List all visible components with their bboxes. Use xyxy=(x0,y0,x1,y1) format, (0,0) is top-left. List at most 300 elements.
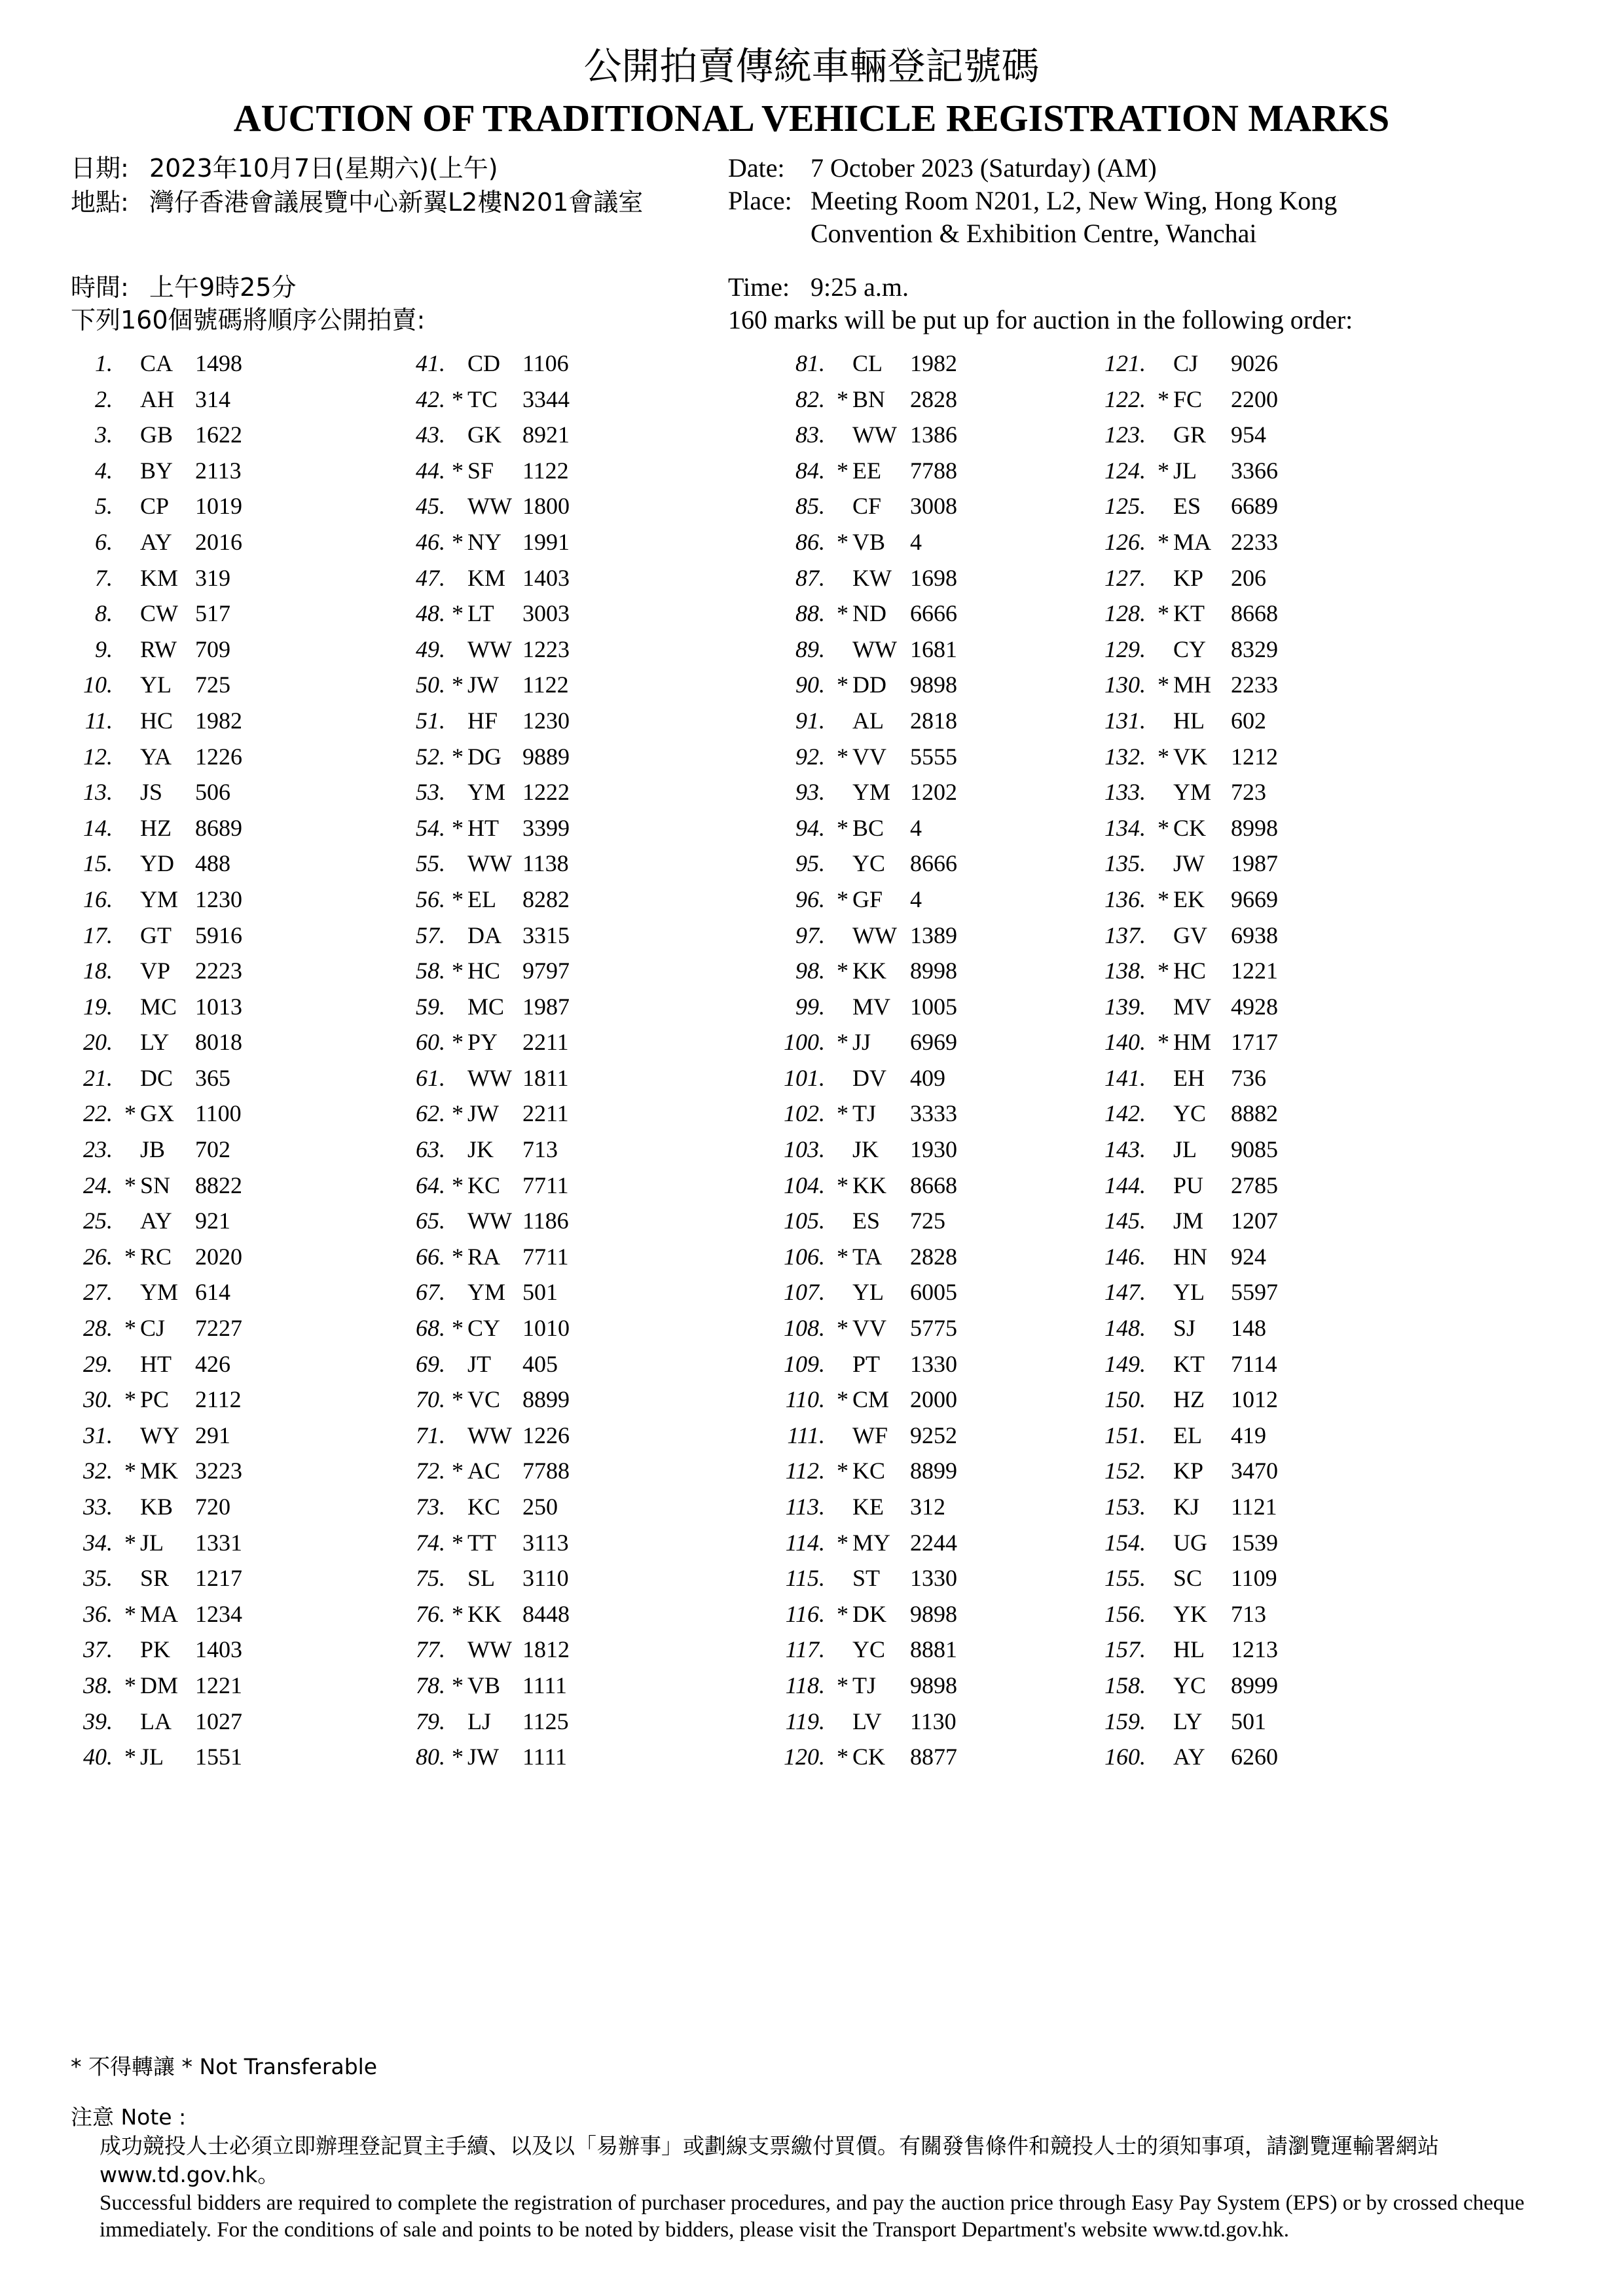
mark-digits: 2000 xyxy=(910,1386,957,1413)
mark-row xyxy=(1015,989,1473,1025)
mark-row xyxy=(1015,1382,1473,1418)
mark-digits: 2020 xyxy=(195,1243,242,1270)
mark-letters: DC xyxy=(140,1064,173,1091)
mark-row xyxy=(1015,453,1473,489)
mark-number: 15. xyxy=(83,850,113,877)
mark-letters: YC xyxy=(852,1636,886,1663)
not-transferable-star: * xyxy=(837,600,848,627)
mark-digits: 1982 xyxy=(195,707,242,734)
mark-digits: 8329 xyxy=(1231,636,1278,662)
mark-digits: 1800 xyxy=(522,493,570,520)
mark-letters: DD xyxy=(852,672,886,698)
mark-digits: 1230 xyxy=(195,886,242,912)
mark-letters: JT xyxy=(467,1350,491,1377)
mark-letters: GR xyxy=(1173,422,1207,448)
mark-letters: JL xyxy=(140,1529,164,1556)
not-transferable-star: * xyxy=(1158,457,1169,484)
mark-number: 38. xyxy=(83,1672,113,1698)
mark-digits: 1005 xyxy=(910,993,957,1020)
mark-digits: 8689 xyxy=(195,814,242,841)
mark-row xyxy=(1015,882,1473,918)
mark-digits: 6969 xyxy=(910,1029,957,1056)
mark-letters: HZ xyxy=(140,814,172,841)
mark-row xyxy=(1015,1525,1473,1561)
mark-digits: 3366 xyxy=(1231,457,1278,484)
mark-number: 127. xyxy=(1104,564,1146,591)
mark-letters: WW xyxy=(467,493,512,520)
mark-number: 80. xyxy=(416,1744,445,1770)
mark-digits: 1010 xyxy=(522,1315,570,1342)
mark-number: 78. xyxy=(416,1672,445,1698)
mark-number: 2. xyxy=(95,386,113,412)
mark-digits: 148 xyxy=(1231,1315,1266,1342)
mark-digits: 1698 xyxy=(910,564,957,591)
title-chinese: 公開拍賣傳統車輛登記號碼 xyxy=(583,44,1040,88)
mark-letters: CY xyxy=(467,1315,501,1342)
mark-digits: 1930 xyxy=(910,1136,957,1163)
not-transferable-star: * xyxy=(452,672,464,698)
mark-letters: YL xyxy=(140,672,172,698)
mark-letters: AC xyxy=(467,1458,501,1484)
mark-number: 48. xyxy=(416,600,445,627)
mark-digits: 1121 xyxy=(1231,1494,1277,1520)
mark-row xyxy=(1015,1489,1473,1525)
mark-letters: MA xyxy=(1173,528,1212,555)
mark-number: 123. xyxy=(1104,422,1146,448)
mark-number: 128. xyxy=(1104,600,1146,627)
not-transferable-star: * xyxy=(452,1100,464,1127)
mark-digits: 8666 xyxy=(910,850,957,877)
mark-row xyxy=(1015,774,1473,810)
mark-number: 52. xyxy=(416,743,445,770)
mark-digits: 1013 xyxy=(195,993,242,1020)
mark-number: 125. xyxy=(1104,493,1146,520)
mark-digits: 365 xyxy=(195,1064,230,1091)
mark-number: 94. xyxy=(795,814,825,841)
mark-row xyxy=(1015,1346,1473,1382)
mark-row xyxy=(1015,1096,1473,1132)
mark-digits: 1226 xyxy=(195,743,242,770)
mark-digits: 1027 xyxy=(195,1708,242,1734)
mark-digits: 725 xyxy=(195,672,230,698)
mark-letters: VK xyxy=(1173,743,1207,770)
mark-digits: 8998 xyxy=(1231,814,1278,841)
mark-digits: 4 xyxy=(910,814,922,841)
mark-digits: 736 xyxy=(1231,1064,1266,1091)
mark-digits: 1212 xyxy=(1231,743,1278,770)
mark-digits: 1403 xyxy=(522,564,570,591)
mark-letters: VV xyxy=(852,1315,886,1342)
mark-letters: CJ xyxy=(1173,350,1199,376)
mark-number: 24. xyxy=(83,1172,113,1198)
mark-letters: CF xyxy=(852,493,882,520)
mark-number: 106. xyxy=(784,1243,825,1270)
mark-letters: HL xyxy=(1173,1636,1205,1663)
mark-number: 7. xyxy=(95,564,113,591)
mark-number: 71. xyxy=(416,1422,445,1448)
mark-digits: 2785 xyxy=(1231,1172,1278,1198)
marks-column-4 xyxy=(1015,346,1473,1775)
mark-digits: 517 xyxy=(195,600,230,627)
note-zh-line2: www.td.gov.hk。 xyxy=(100,2162,280,2187)
mark-number: 88. xyxy=(795,600,825,627)
mark-number: 146. xyxy=(1104,1243,1146,1270)
not-transferable-star: * xyxy=(452,1315,464,1342)
mark-digits: 6260 xyxy=(1231,1744,1278,1770)
mark-number: 77. xyxy=(416,1636,445,1663)
mark-row xyxy=(1015,632,1473,668)
mark-letters: ST xyxy=(852,1565,881,1592)
mark-digits: 1681 xyxy=(910,636,957,662)
mark-number: 23. xyxy=(83,1136,113,1163)
mark-digits: 720 xyxy=(195,1494,230,1520)
mark-letters: DG xyxy=(467,743,501,770)
mark-digits: 8899 xyxy=(522,1386,570,1413)
mark-number: 70. xyxy=(416,1386,445,1413)
mark-letters: NY xyxy=(467,528,501,555)
mark-number: 107. xyxy=(784,1279,825,1306)
mark-number: 158. xyxy=(1104,1672,1146,1698)
mark-number: 154. xyxy=(1104,1529,1146,1556)
mark-number: 130. xyxy=(1104,672,1146,698)
mark-digits: 1386 xyxy=(910,422,957,448)
mark-letters: DK xyxy=(852,1600,886,1627)
mark-letters: LJ xyxy=(467,1708,491,1734)
mark-letters: WY xyxy=(140,1422,179,1448)
mark-row xyxy=(1015,1668,1473,1704)
mark-number: 73. xyxy=(416,1494,445,1520)
mark-letters: YM xyxy=(140,886,179,912)
mark-number: 46. xyxy=(416,528,445,555)
mark-letters: LA xyxy=(140,1708,172,1734)
mark-number: 98. xyxy=(795,958,825,984)
mark-digits: 8921 xyxy=(522,422,570,448)
mark-number: 119. xyxy=(785,1708,825,1734)
mark-digits: 2233 xyxy=(1231,672,1278,698)
mark-number: 100. xyxy=(784,1029,825,1056)
mark-digits: 1221 xyxy=(195,1672,242,1698)
mark-digits: 6938 xyxy=(1231,922,1278,948)
mark-digits: 2818 xyxy=(910,707,957,734)
mark-number: 121. xyxy=(1104,350,1146,376)
mark-digits: 1234 xyxy=(195,1600,242,1627)
not-transferable-star: * xyxy=(837,1600,848,1627)
mark-number: 25. xyxy=(83,1208,113,1234)
mark-number: 137. xyxy=(1104,922,1146,948)
mark-number: 63. xyxy=(416,1136,445,1163)
mark-number: 103. xyxy=(784,1136,825,1163)
mark-letters: SR xyxy=(140,1565,170,1592)
mark-number: 139. xyxy=(1104,993,1146,1020)
mark-number: 140. xyxy=(1104,1029,1146,1056)
not-transferable-star: * xyxy=(452,457,464,484)
mark-letters: UG xyxy=(1173,1529,1207,1556)
mark-number: 26. xyxy=(83,1243,113,1270)
mark-number: 64. xyxy=(416,1172,445,1198)
not-transferable-star: * xyxy=(124,1529,136,1556)
mark-digits: 2211 xyxy=(522,1100,569,1127)
mark-letters: WW xyxy=(852,636,897,662)
mark-letters: WW xyxy=(467,1636,512,1663)
mark-number: 3. xyxy=(95,422,113,448)
order-text-en: 160 marks will be put up for auction in the following order: xyxy=(728,305,1353,334)
mark-letters: KC xyxy=(467,1172,501,1198)
mark-letters: KK xyxy=(852,1172,886,1198)
mark-letters: VP xyxy=(140,958,171,984)
mark-number: 90. xyxy=(795,672,825,698)
not-transferable-star: * xyxy=(837,457,848,484)
not-transferable-star: * xyxy=(1158,743,1169,770)
mark-letters: WF xyxy=(852,1422,888,1448)
mark-number: 1. xyxy=(95,350,113,376)
mark-letters: JJ xyxy=(852,1029,871,1056)
mark-number: 96. xyxy=(795,886,825,912)
mark-letters: PY xyxy=(467,1029,498,1056)
mark-letters: PK xyxy=(140,1636,171,1663)
mark-digits: 7711 xyxy=(522,1172,569,1198)
mark-number: 155. xyxy=(1104,1565,1146,1592)
not-transferable-star: * xyxy=(124,1100,136,1127)
mark-row xyxy=(1015,1310,1473,1346)
mark-digits: 1331 xyxy=(195,1529,242,1556)
mark-letters: GV xyxy=(1173,922,1207,948)
mark-row xyxy=(1015,1239,1473,1275)
not-transferable-star: * xyxy=(1158,672,1169,698)
mark-letters: DM xyxy=(140,1672,179,1698)
mark-digits: 501 xyxy=(1231,1708,1266,1734)
date-value-zh: 2023年10月7日(星期六)(上午) xyxy=(149,154,498,183)
mark-digits: 250 xyxy=(522,1494,558,1520)
mark-digits: 713 xyxy=(1231,1600,1266,1627)
not-transferable-star: * xyxy=(837,672,848,698)
mark-digits: 9889 xyxy=(522,743,570,770)
mark-letters: CK xyxy=(1173,814,1207,841)
not-transferable-star: * xyxy=(837,528,848,555)
mark-number: 152. xyxy=(1104,1458,1146,1484)
mark-letters: MC xyxy=(140,993,177,1020)
place-value-en-line2: Convention & Exhibition Centre, Wanchai xyxy=(811,219,1257,248)
not-transferable-star: * xyxy=(1158,600,1169,627)
mark-letters: ES xyxy=(1173,493,1201,520)
mark-digits: 1226 xyxy=(522,1422,570,1448)
not-transferable-star: * xyxy=(452,886,464,912)
not-transferable-star: * xyxy=(837,958,848,984)
not-transferable-star: * xyxy=(124,1600,136,1627)
mark-row xyxy=(1015,1596,1473,1632)
not-transferable-star: * xyxy=(452,528,464,555)
mark-number: 141. xyxy=(1104,1064,1146,1091)
not-transferable-star: * xyxy=(124,1458,136,1484)
mark-digits: 702 xyxy=(195,1136,230,1163)
mark-number: 5. xyxy=(95,493,113,520)
mark-letters: JM xyxy=(1173,1208,1204,1234)
mark-number: 108. xyxy=(784,1315,825,1342)
mark-letters: VV xyxy=(852,743,886,770)
mark-row xyxy=(1015,1274,1473,1310)
mark-row xyxy=(1015,1024,1473,1060)
mark-row xyxy=(1015,1203,1473,1239)
mark-letters: EH xyxy=(1173,1064,1205,1091)
mark-number: 56. xyxy=(416,886,445,912)
mark-letters: AH xyxy=(140,386,174,412)
not-transferable-star: * xyxy=(1158,814,1169,841)
mark-digits: 924 xyxy=(1231,1243,1266,1270)
mark-letters: BY xyxy=(140,457,173,484)
mark-row xyxy=(1015,1632,1473,1668)
mark-digits: 1330 xyxy=(910,1350,957,1377)
mark-letters: YK xyxy=(1173,1600,1207,1627)
mark-letters: CL xyxy=(852,350,883,376)
mark-row xyxy=(1015,1560,1473,1596)
mark-digits: 1130 xyxy=(910,1708,957,1734)
mark-digits: 1717 xyxy=(1231,1029,1278,1056)
mark-number: 79. xyxy=(416,1708,445,1734)
mark-number: 150. xyxy=(1104,1386,1146,1413)
mark-digits: 713 xyxy=(522,1136,558,1163)
mark-number: 124. xyxy=(1104,457,1146,484)
not-transferable-star: * xyxy=(124,1172,136,1198)
mark-number: 12. xyxy=(83,743,113,770)
mark-letters: YM xyxy=(467,779,506,806)
mark-number: 145. xyxy=(1104,1208,1146,1234)
mark-digits: 954 xyxy=(1231,422,1266,448)
mark-letters: YM xyxy=(1173,779,1212,806)
not-transferable-star: * xyxy=(837,743,848,770)
not-transferable-star: * xyxy=(452,1458,464,1484)
not-transferable-star: * xyxy=(837,1100,848,1127)
mark-letters: JS xyxy=(140,779,163,806)
mark-digits: 1202 xyxy=(910,779,957,806)
mark-digits: 1100 xyxy=(195,1100,242,1127)
mark-letters: DA xyxy=(467,922,501,948)
date-label-en: Date: xyxy=(728,153,785,183)
mark-number: 8. xyxy=(95,600,113,627)
mark-number: 53. xyxy=(416,779,445,806)
mark-letters: KC xyxy=(467,1494,501,1520)
not-transferable-star: * xyxy=(124,1315,136,1342)
mark-number: 149. xyxy=(1104,1350,1146,1377)
mark-letters: TJ xyxy=(852,1100,876,1127)
mark-digits: 2211 xyxy=(522,1029,569,1056)
place-label-zh: 地點: xyxy=(71,188,129,217)
mark-number: 159. xyxy=(1104,1708,1146,1734)
mark-letters: YA xyxy=(140,743,172,770)
mark-letters: HM xyxy=(1173,1029,1212,1056)
not-transferable-star: * xyxy=(837,814,848,841)
mark-number: 69. xyxy=(416,1350,445,1377)
mark-letters: SF xyxy=(467,457,494,484)
mark-number: 147. xyxy=(1104,1279,1146,1306)
mark-letters: RW xyxy=(140,636,177,662)
mark-digits: 1111 xyxy=(522,1672,567,1698)
mark-number: 83. xyxy=(795,422,825,448)
mark-digits: 723 xyxy=(1231,779,1266,806)
mark-digits: 4928 xyxy=(1231,993,1278,1020)
mark-row xyxy=(1015,524,1473,560)
mark-digits: 7711 xyxy=(522,1243,569,1270)
mark-digits: 9669 xyxy=(1231,886,1278,912)
mark-digits: 1109 xyxy=(1231,1565,1277,1592)
mark-number: 151. xyxy=(1104,1422,1146,1448)
not-transferable-star: * xyxy=(452,958,464,984)
mark-row xyxy=(1015,560,1473,596)
mark-row xyxy=(1015,488,1473,524)
mark-letters: WW xyxy=(852,922,897,948)
mark-row xyxy=(1015,1060,1473,1096)
mark-number: 109. xyxy=(784,1350,825,1377)
mark-letters: KP xyxy=(1173,1458,1204,1484)
mark-letters: CA xyxy=(140,350,173,376)
mark-number: 10. xyxy=(83,672,113,698)
mark-number: 129. xyxy=(1104,636,1146,662)
mark-letters: KW xyxy=(852,564,892,591)
mark-number: 89. xyxy=(795,636,825,662)
mark-number: 31. xyxy=(83,1422,113,1448)
mark-letters: HC xyxy=(467,958,501,984)
mark-letters: PU xyxy=(1173,1172,1204,1198)
mark-letters: HC xyxy=(1173,958,1207,984)
mark-number: 30. xyxy=(83,1386,113,1413)
mark-digits: 9797 xyxy=(522,958,570,984)
mark-letters: PT xyxy=(852,1350,881,1377)
mark-digits: 6666 xyxy=(910,600,957,627)
mark-letters: LT xyxy=(467,600,494,627)
mark-number: 27. xyxy=(83,1279,113,1306)
not-transferable-star: * xyxy=(452,1172,464,1198)
mark-digits: 1330 xyxy=(910,1565,957,1592)
mark-letters: MY xyxy=(852,1529,891,1556)
date-label-zh: 日期: xyxy=(71,154,129,183)
mark-letters: ND xyxy=(852,600,886,627)
mark-digits: 8881 xyxy=(910,1636,957,1663)
mark-letters: JL xyxy=(140,1744,164,1770)
mark-letters: SL xyxy=(467,1565,496,1592)
mark-letters: AY xyxy=(1173,1744,1205,1770)
mark-digits: 1539 xyxy=(1231,1529,1278,1556)
mark-letters: FC xyxy=(1173,386,1203,412)
not-transferable-star: * xyxy=(452,743,464,770)
mark-digits: 312 xyxy=(910,1494,945,1520)
mark-letters: JW xyxy=(467,672,499,698)
mark-letters: YM xyxy=(467,1279,506,1306)
mark-digits: 1019 xyxy=(195,493,242,520)
mark-number: 18. xyxy=(83,958,113,984)
mark-row xyxy=(1015,596,1473,632)
mark-letters: MK xyxy=(140,1458,179,1484)
date-value-en: 7 October 2023 (Saturday) (AM) xyxy=(811,153,1157,183)
mark-number: 97. xyxy=(795,922,825,948)
mark-digits: 8877 xyxy=(910,1744,957,1770)
not-transferable-star: * xyxy=(452,1386,464,1413)
mark-digits: 1811 xyxy=(522,1064,569,1091)
mark-number: 120. xyxy=(784,1744,825,1770)
mark-digits: 426 xyxy=(195,1350,230,1377)
mark-digits: 419 xyxy=(1231,1422,1266,1448)
mark-digits: 3223 xyxy=(195,1458,242,1484)
not-transferable-star: * xyxy=(452,1243,464,1270)
mark-digits: 1403 xyxy=(195,1636,242,1663)
time-label-en: Time: xyxy=(728,272,790,302)
place-value-zh: 灣仔香港會議展覽中心新翼L2樓N201會議室 xyxy=(149,188,644,217)
not-transferable-text: * 不得轉讓 * Not Transferable xyxy=(71,2054,378,2079)
mark-letters: TA xyxy=(852,1243,883,1270)
not-transferable-star: * xyxy=(452,386,464,412)
mark-number: 84. xyxy=(795,457,825,484)
mark-number: 110. xyxy=(785,1386,825,1413)
mark-digits: 1230 xyxy=(522,707,570,734)
mark-number: 21. xyxy=(83,1064,113,1091)
mark-digits: 3399 xyxy=(522,814,570,841)
